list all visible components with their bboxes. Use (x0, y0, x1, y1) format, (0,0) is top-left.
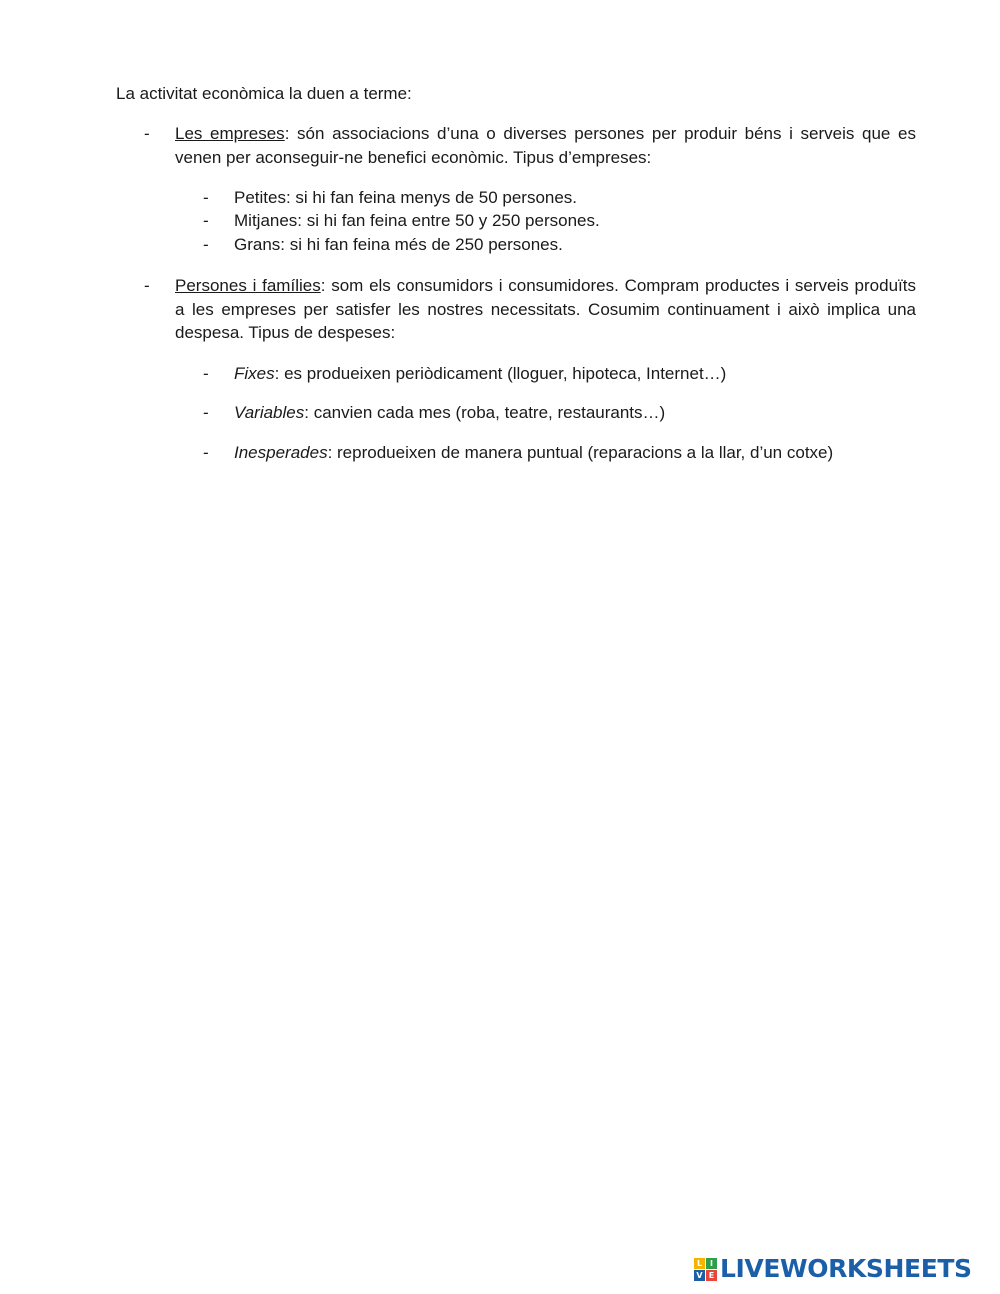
persones-definition: : som els consumidors i consumidores. Compram productes i serveis produïts a les empreses per satisfer les nostres necessitats. Cosumim continuament i això implica una despesa. Tipus de despeses: (175, 276, 916, 342)
variables-text: : canvien cada mes (roba, teatre, restaurants…) (304, 403, 666, 422)
intro-text: La activitat econòmica la duen a terme: (116, 84, 412, 103)
term-inesperades: Inesperades (234, 443, 328, 462)
list-item-grans (203, 233, 916, 257)
bullet-dash: - (203, 235, 209, 254)
list-item-variables (203, 401, 916, 425)
bullet-dash: - (203, 188, 209, 207)
list-item-empreses (144, 122, 916, 169)
item-mitjanes-text: Mitjanes: si hi fan feina entre 50 y 250 persones. (234, 211, 600, 230)
item-grans-text: Grans: si hi fan feina més de 250 persones. (234, 235, 563, 254)
empreses-definition: : són associacions d’una o diverses persones per produir béns i serveis que es venen per aconseguir-ne benefici econòmic. Tipus d’empreses: (175, 124, 916, 167)
fixes-text: : es produeixen periòdicament (lloguer, hipoteca, Internet…) (274, 364, 727, 383)
liveworksheets-logo (694, 1256, 972, 1282)
logo-mark-icon: L I V E (694, 1258, 717, 1281)
bullet-dash: - (144, 124, 150, 143)
term-variables: Variables (234, 403, 305, 422)
term-persones: Persones i famílies (175, 276, 321, 295)
bullet-dash: - (203, 443, 209, 462)
list-item-mitjanes (203, 209, 916, 233)
inesperades-text: : reprodueixen de manera puntual (reparacions a la llar, d’un cotxe) (327, 443, 834, 462)
logo-text: LIVEWORKSHEETS (720, 1254, 972, 1283)
bullet-dash: - (203, 364, 209, 383)
term-fixes: Fixes (234, 364, 275, 383)
list-item-petites (203, 186, 916, 210)
list-item-inesperades (203, 441, 916, 465)
bullet-dash: - (203, 403, 209, 422)
list-item-persones (144, 274, 916, 345)
bullet-dash: - (203, 211, 209, 230)
item-petites-text: Petites: si hi fan feina menys de 50 persones. (234, 188, 578, 207)
bullet-dash: - (144, 276, 150, 295)
term-empreses: Les empreses (175, 124, 285, 143)
list-item-fixes (203, 362, 916, 386)
